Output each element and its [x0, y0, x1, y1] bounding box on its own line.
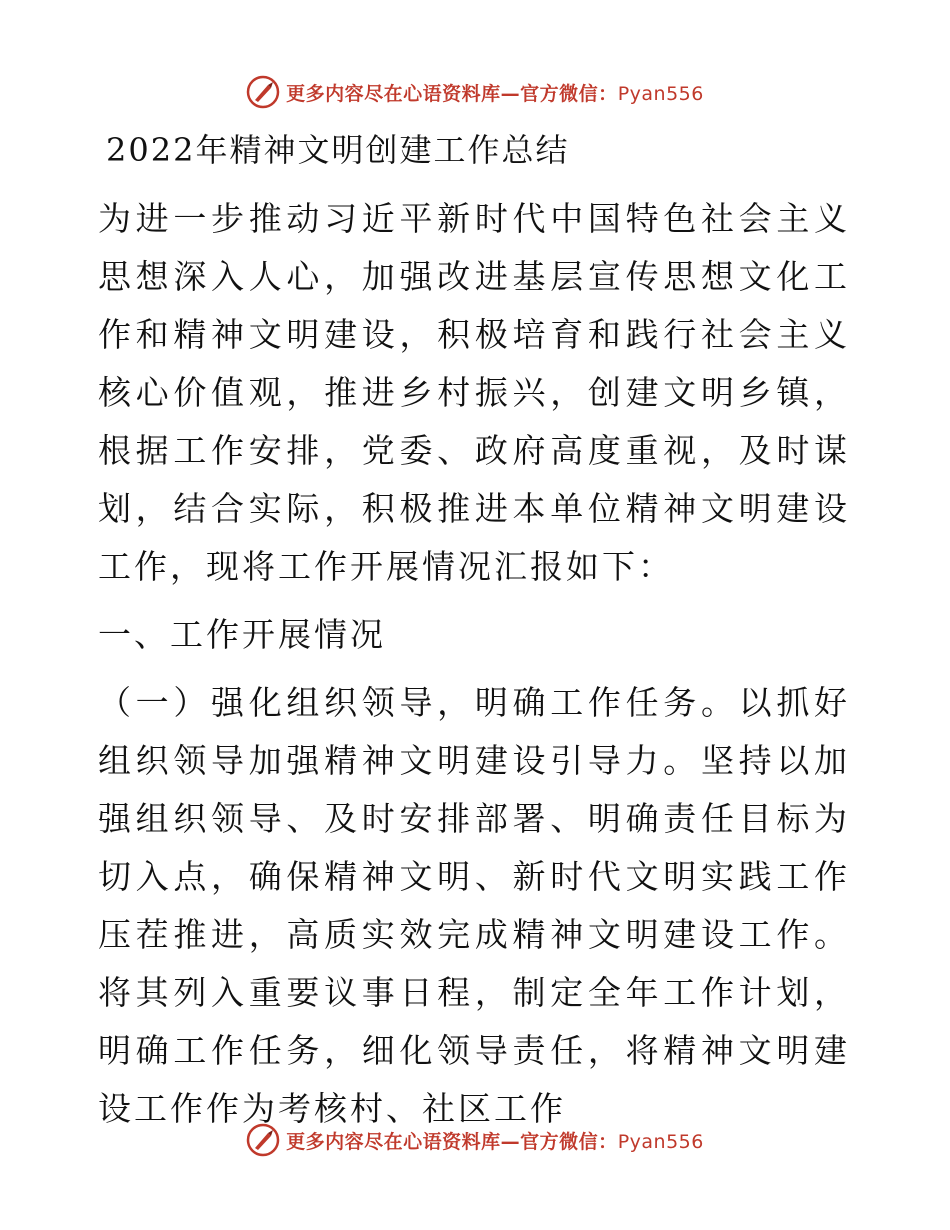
watermark-text: 更多内容尽在心语资料库—官方微信：Pyan556	[286, 82, 704, 105]
intro-paragraph: 为进一步推动习近平新时代中国特色社会主义思想深入人心，加强改进基层宣传思想文化工作和精神文明建设，积极培育和践行社会主义核心价值观，推进乡村振兴，创建文明乡镇，根据工作安排，党委、政府高度重视，及时谋划，结合实际，积极推进本单位精神文明建设工作，现将工作开展情况汇报如下：	[98, 199, 850, 586]
quill-pen-logo-icon	[246, 75, 280, 109]
document-title: 2022年精神文明创建工作总结	[106, 131, 570, 169]
section-heading: 一、工作开展情况	[98, 615, 386, 654]
document-body	[98, 190, 850, 1148]
footer-watermark	[0, 1118, 950, 1162]
subsection-paragraph: （一）强化组织领导，明确工作任务。以抓好组织领导加强精神文明建设引导力。坚持以加强组织领导、及时安排部署、明确责任目标为切入点，确保精神文明、新时代文明实践工作压茬推进，高质实效完成精神文明建设工作。将其列入重要议事日程，制定全年工作计划，明确工作任务，细化领导责任，将精神文明建设工作作为考核村、社区工作	[98, 683, 850, 1128]
header-watermark	[0, 70, 950, 114]
watermark-text: 更多内容尽在心语资料库—官方微信：Pyan556	[286, 1130, 704, 1153]
quill-pen-logo-icon	[246, 1123, 280, 1157]
